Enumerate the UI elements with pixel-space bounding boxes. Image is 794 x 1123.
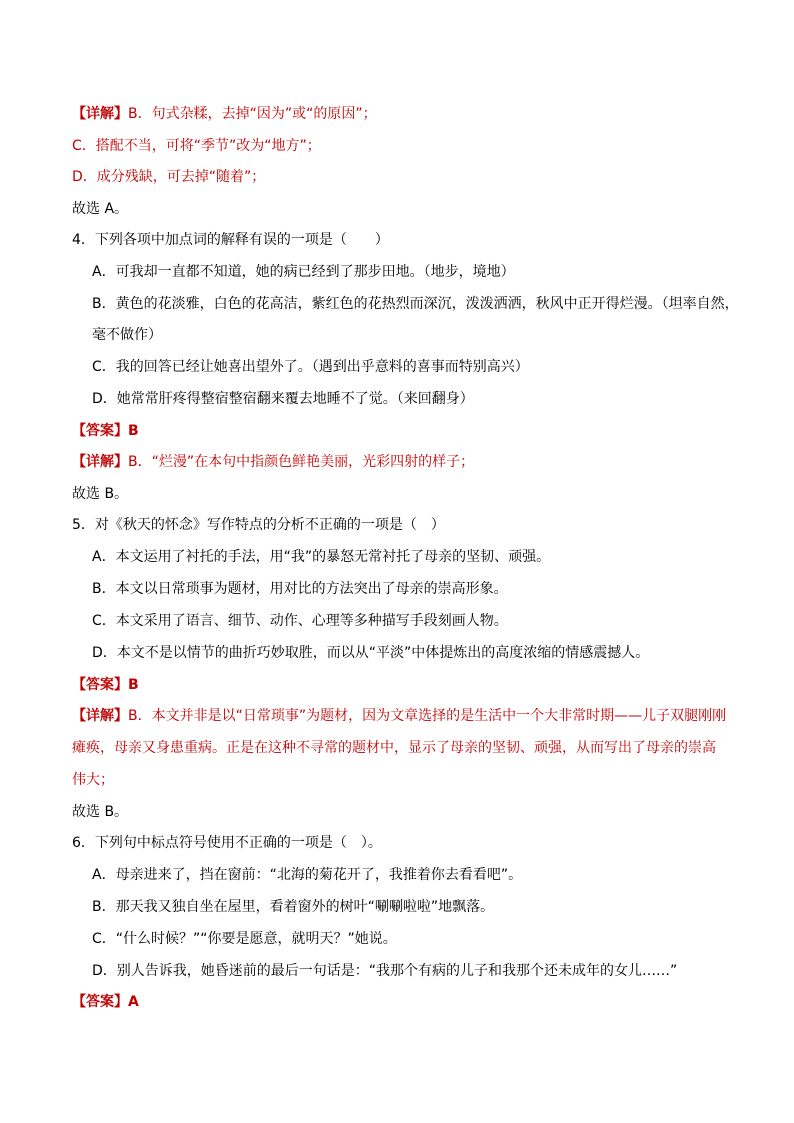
q4-answer-line — [72, 421, 139, 441]
q5-option-a: A．本文运用了衬托的手法，用“我”的暴怒无常衬托了母亲的坚韧、顽强。 — [92, 549, 551, 565]
detail-text: B．句式杂糅，去掉“因为”或“的原因”； — [128, 106, 377, 122]
detail-label: 【详解】 — [72, 708, 128, 724]
detail-text: B．“烂漫”在本句中指颜色鲜艳美丽，光彩四射的样子； — [128, 454, 475, 470]
q5-detail-line-1 — [72, 706, 726, 726]
q5-detail-line-2: 瘫痪，母亲又身患重病。正是在这种不寻常的题材中，显示了母亲的坚韧、顽强，从而写出了母亲的崇高 — [72, 740, 716, 756]
q4-stem: 4．下列各项中加点词的解释有误的一项是（ ） — [72, 232, 389, 248]
q6-answer-line — [72, 992, 139, 1012]
q5-detail-line-3: 伟大； — [72, 772, 114, 788]
q3-choose: 故选 A。 — [72, 201, 129, 217]
q6-stem: 6．下列句中标点符号使用不正确的一项是（ ）。 — [72, 835, 382, 851]
detail-text: B．本文并非是以“日常琐事”为题材，因为文章选择的是生活中一个大非常时期——儿子双腿刚刚 — [128, 708, 727, 724]
q5-answer-line — [72, 675, 139, 695]
q4-option-a: A．可我却一直都不知道，她的病已经到了那步田地。（地步，境地） — [92, 264, 515, 280]
q4-choose: 故选 B。 — [72, 486, 129, 502]
q6-option-a: A．母亲进来了，挡在窗前：“北海的菊花开了，我推着你去看看吧”。 — [92, 867, 523, 883]
q4-option-b-cont: 毫不做作） — [92, 327, 162, 343]
q6-option-d: D．别人告诉我，她昏迷前的最后一句话是：“我那个有病的儿子和我那个还未成年的女儿……” — [92, 963, 678, 979]
q3-detail-d: D．成分残缺，可去掉“随着”； — [72, 169, 266, 185]
q4-option-c: C．我的回答已经让她喜出望外了。（遇到出乎意料的喜事而特别高兴） — [92, 359, 529, 375]
q3-detail-line — [72, 104, 377, 124]
q4-option-d: D．她常常肝疼得整宿整宿翻来覆去地睡不了觉。（来回翻身） — [92, 391, 474, 407]
q5-choose: 故选 B。 — [72, 804, 129, 820]
q5-option-b: B．本文以日常琐事为题材，用对比的方法突出了母亲的崇高形象。 — [92, 581, 508, 597]
q5-option-d: D．本文不是以情节的曲折巧妙取胜，而以从“平淡”中体提炼出的高度浓缩的情感震撼人。 — [92, 645, 650, 661]
q6-option-b: B．那天我又独自坐在屋里，看着窗外的树叶“唰唰啦啦”地飘落。 — [92, 899, 495, 915]
answer-value: B — [128, 677, 139, 693]
q4-option-b: B．黄色的花淡雅，白色的花高洁，紫红色的花热烈而深沉，泼泼洒洒，秋风中正开得烂漫。（坦率自然， — [92, 296, 739, 312]
q6-option-c: C．“什么时候？”“你要是愿意，就明天？”她说。 — [92, 931, 397, 947]
q4-detail-line — [72, 452, 474, 472]
q5-option-c: C．本文采用了语言、细节、动作、心理等多种描写手段刻画人物。 — [92, 613, 508, 629]
detail-label: 【详解】 — [72, 106, 128, 122]
answer-label: 【答案】 — [72, 677, 128, 693]
answer-value: A — [128, 994, 139, 1010]
q5-stem: 5．对《秋天的怀念》写作特点的分析不正确的一项是（ ） — [72, 517, 445, 533]
q3-detail-c: C．搭配不当，可将“季节”改为“地方”； — [72, 138, 321, 154]
detail-label: 【详解】 — [72, 454, 128, 470]
answer-value: B — [128, 423, 139, 439]
answer-label: 【答案】 — [72, 423, 128, 439]
answer-label: 【答案】 — [72, 994, 128, 1010]
